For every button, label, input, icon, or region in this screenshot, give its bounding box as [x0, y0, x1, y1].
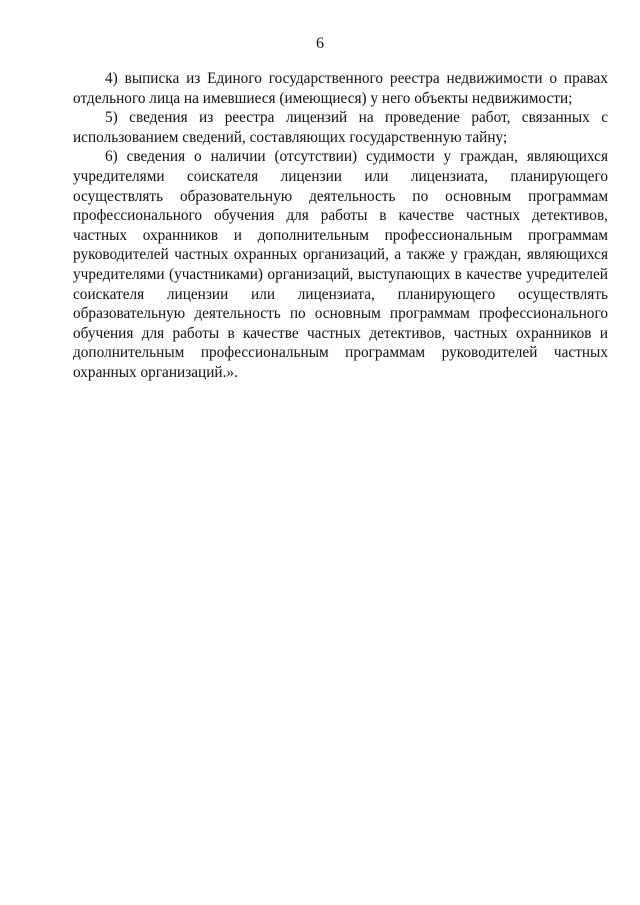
document-body [73, 69, 608, 383]
paragraph-item-6: 6) сведения о наличии (отсутствии) судимости у граждан, являющихся учредителями соискателя лицензии или лицензиата, планирующего осуществлять образовательную деятельность по основным программам профессионального обучения для работы в качестве частных детективов, частных охранников и дополнительным профессиональным программам руководителей частных охранных организаций, а также у граждан, являющихся учредителями (участниками) организаций, выступающих в качестве учредителей соискателя лицензии или лицензиата, планирующего осуществлять образовательную деятельность по основным программам профессионального обучения для работы в качестве частных детективов, частных охранников и дополнительным профессиональным программам руководителей частных охранных организаций.». [73, 148, 608, 381]
paragraph-item-4: 4) выписка из Единого государственного реестра недвижимости о правах отдельного лица на имевшиеся (имеющиеся) у него объекты недвижимости; [73, 70, 608, 107]
paragraph-item-5: 5) сведения из реестра лицензий на проведение работ, связанных с использованием сведений, составляющих государственную тайну; [73, 109, 608, 146]
page-number: 6 [316, 35, 324, 52]
